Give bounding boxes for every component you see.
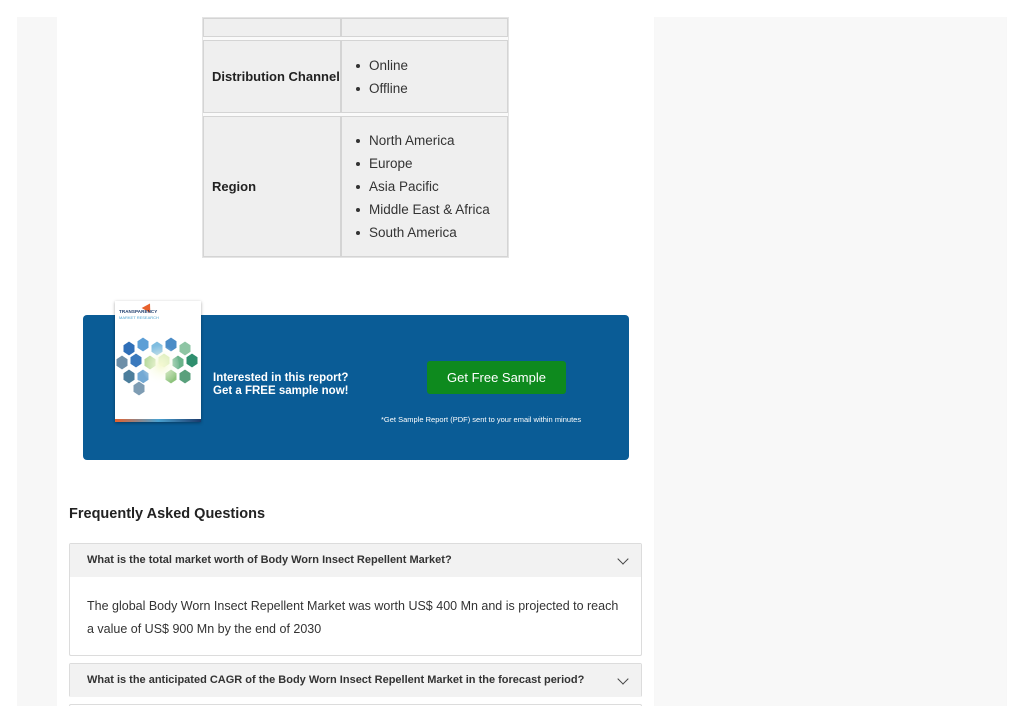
list-item: South America xyxy=(352,221,507,244)
faq-item xyxy=(69,663,642,697)
get-free-sample-button[interactable]: Get Free Sample xyxy=(427,361,566,394)
table-row xyxy=(203,40,508,113)
table-row xyxy=(203,116,508,257)
list-item: Middle East & Africa xyxy=(352,198,507,221)
table-cell-label xyxy=(203,18,341,37)
faq-title: Frequently Asked Questions xyxy=(69,506,266,522)
cover-brand-sub: MARKET RESEARCH xyxy=(119,315,159,320)
faq-question: What is the anticipated CAGR of the Body Worn Insect Repellent Market in the forecast period? xyxy=(87,674,585,686)
table-cell-values xyxy=(341,116,508,257)
cover-color-strip xyxy=(115,419,201,422)
faq-question-header[interactable] xyxy=(70,544,641,577)
table-cell-values xyxy=(341,18,508,37)
list-item: Online xyxy=(352,54,507,77)
hexagon-pattern-icon xyxy=(115,301,201,422)
table-cell-label: Distribution Channel xyxy=(203,40,341,113)
table-cell-label: Region xyxy=(203,116,341,257)
cover-brand: TRANSPARENCY xyxy=(119,309,158,314)
banner-line-1: Interested in this report? xyxy=(213,372,349,384)
report-cover-image xyxy=(115,301,201,422)
chevron-down-icon[interactable] xyxy=(617,673,628,684)
main-content xyxy=(57,17,654,706)
list-item: Europe xyxy=(352,152,507,175)
table-cell-values xyxy=(341,40,508,113)
faq-item-partial[interactable] xyxy=(69,704,642,706)
table-row xyxy=(203,18,508,37)
banner-line-2: Get a FREE sample now! xyxy=(213,385,349,397)
value-list xyxy=(352,54,507,100)
faq-question: What is the total market worth of Body Worn Insect Repellent Market? xyxy=(87,554,452,566)
segmentation-table xyxy=(202,17,509,258)
value-list xyxy=(352,129,507,244)
list-item: Asia Pacific xyxy=(352,175,507,198)
list-item: North America xyxy=(352,129,507,152)
chevron-down-icon[interactable] xyxy=(617,553,628,564)
banner-message xyxy=(213,372,348,398)
right-sidebar xyxy=(655,17,1006,706)
sample-note: *Get Sample Report (PDF) sent to your email within minutes xyxy=(381,415,582,424)
faq-item xyxy=(69,543,642,656)
faq-answer: The global Body Worn Insect Repellent Market was worth US$ 400 Mn and is projected to reach a value of US$ 900 Mn by the end of 2030 xyxy=(87,599,619,636)
faq-question-header[interactable] xyxy=(70,664,641,697)
list-item: Offline xyxy=(352,77,507,100)
